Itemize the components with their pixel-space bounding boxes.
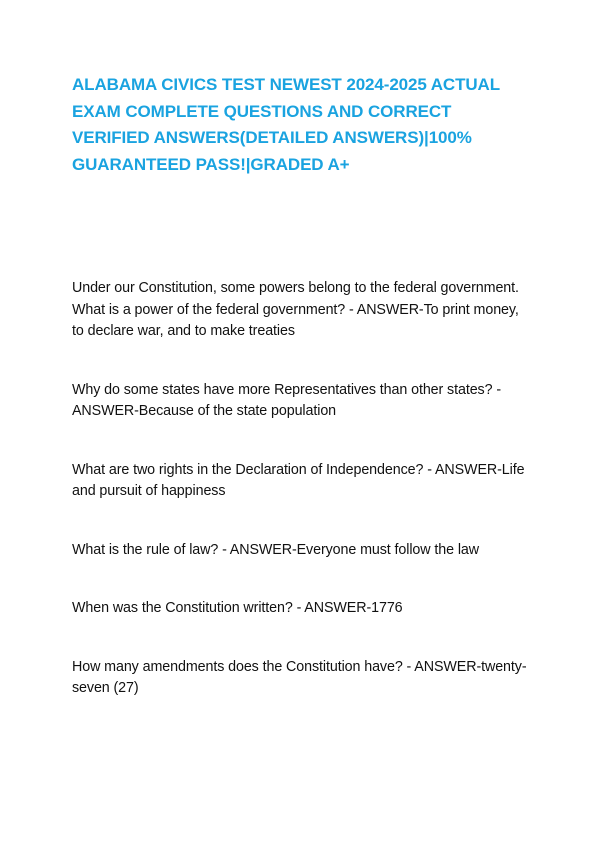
qa-entry: When was the Constitution written? - ANSWER-1776 [72, 600, 403, 616]
qa-entry: Why do some states have more Representatives than other states? - ANSWER-Because of the state population [72, 381, 501, 419]
qa-entry: How many amendments does the Constitution have? - ANSWER-twenty-seven (27) [72, 658, 527, 696]
qa-entry: What is the rule of law? - ANSWER-Everyone must follow the law [72, 541, 479, 558]
qa-entry: What are two rights in the Declaration of Independence? - ANSWER-Life and pursuit of happiness [72, 461, 525, 499]
qa-entry: Under our Constitution, some powers belong to the federal government. What is a power of the federal government? - ANSWER-To print money, to declare war, and to make treaties [72, 280, 519, 339]
qa-list [72, 278, 532, 700]
document-title: ALABAMA CIVICS TEST NEWEST 2024-2025 ACTUAL EXAM COMPLETE QUESTIONS AND CORRECT VERIFIED ANSWERS(DETAILED ANSWERS)|100% GUARANTEED PASS!|GRADED A+ [72, 75, 500, 174]
